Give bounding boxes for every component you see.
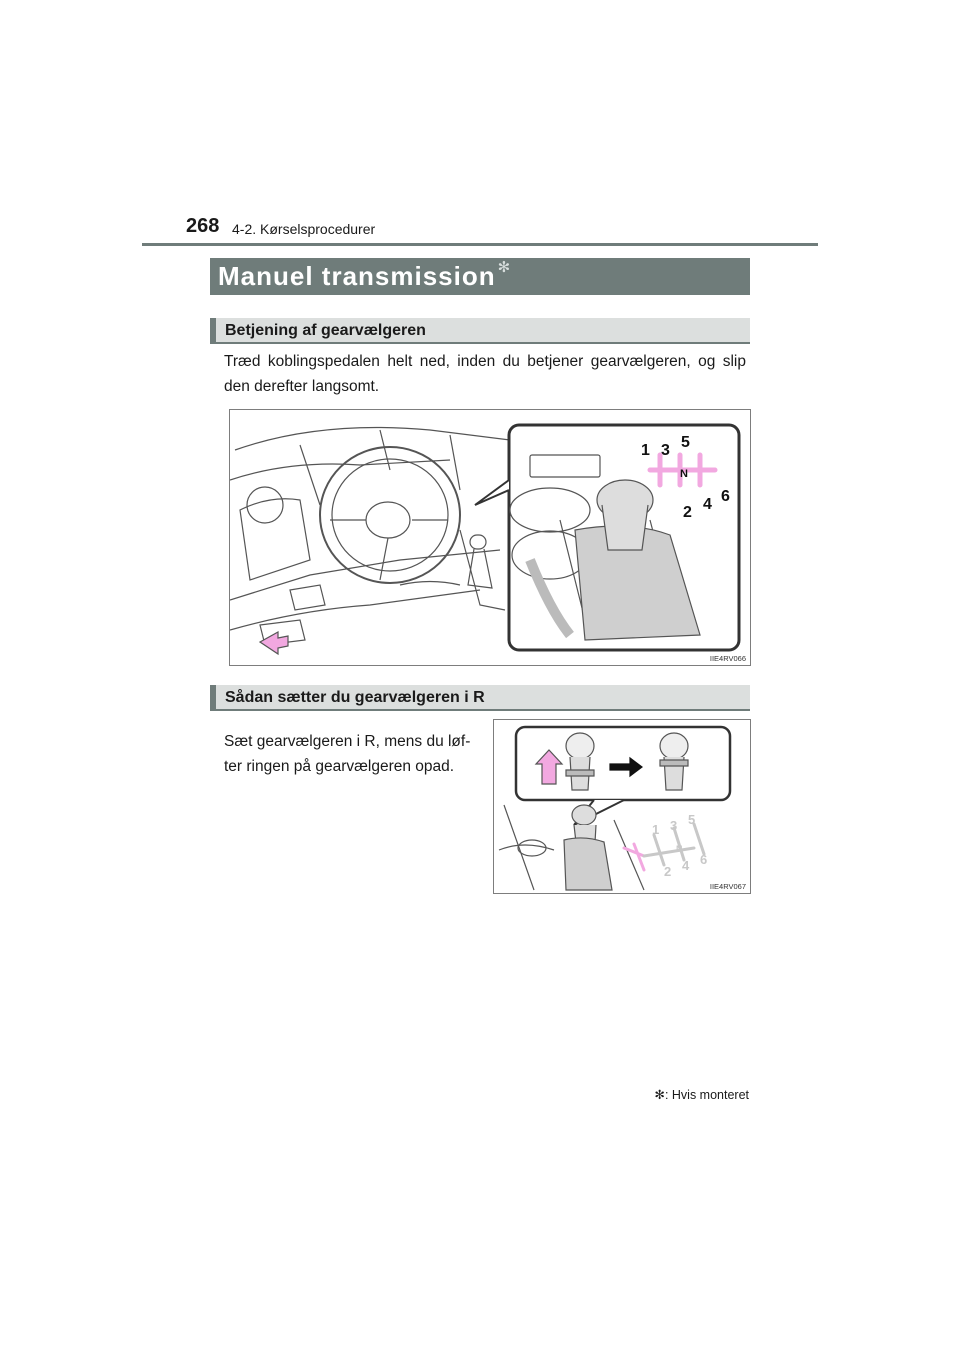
gear-label-n: N — [676, 844, 683, 854]
figure-reverse-gear — [493, 719, 751, 894]
gear-label-6: 6 — [700, 852, 708, 867]
gear-label-4: 4 — [703, 496, 712, 513]
footnote: ✻: Hvis monteret — [654, 1088, 749, 1102]
section-body-operation: Træd koblingspedalen helt ned, inden du betjener gearvælgeren, og slip den derefter langsomt. — [224, 353, 746, 395]
figure-cockpit-gear-shift — [229, 409, 751, 666]
figure-code: IIE4RV067 — [709, 882, 746, 891]
gear-label-3: 3 — [670, 818, 678, 833]
gear-label-1: 1 — [641, 442, 650, 459]
gear-label-3: 3 — [661, 442, 670, 459]
page-title-text: Manuel transmission — [218, 261, 496, 291]
section-body-reverse: Sæt gearvælgeren i R, mens du løf-ter ringen på gearvælgeren opad. — [224, 733, 471, 775]
section-heading-reverse: Sådan sætter du gearvælgeren i R — [210, 685, 750, 711]
page-number: 268 — [186, 215, 220, 237]
section-label: 4-2. Kørselsprocedurer — [232, 221, 376, 237]
gear-label-4: 4 — [682, 858, 690, 873]
gear-label-6: 6 — [721, 488, 730, 505]
figure-code: IIE4RV066 — [709, 654, 746, 663]
gear-label-n: N — [680, 468, 688, 480]
asterisk-icon: ✻ — [497, 259, 512, 276]
gear-label-5: 5 — [688, 812, 696, 827]
gear-label-2: 2 — [683, 504, 692, 521]
gear-label-1: 1 — [652, 822, 660, 837]
gear-label-2: 2 — [664, 864, 672, 879]
section-heading-operation: Betjening af gearvælgeren — [210, 318, 750, 344]
gear-label-5: 5 — [681, 435, 690, 451]
header-rule — [142, 243, 818, 246]
page-title — [210, 258, 750, 295]
